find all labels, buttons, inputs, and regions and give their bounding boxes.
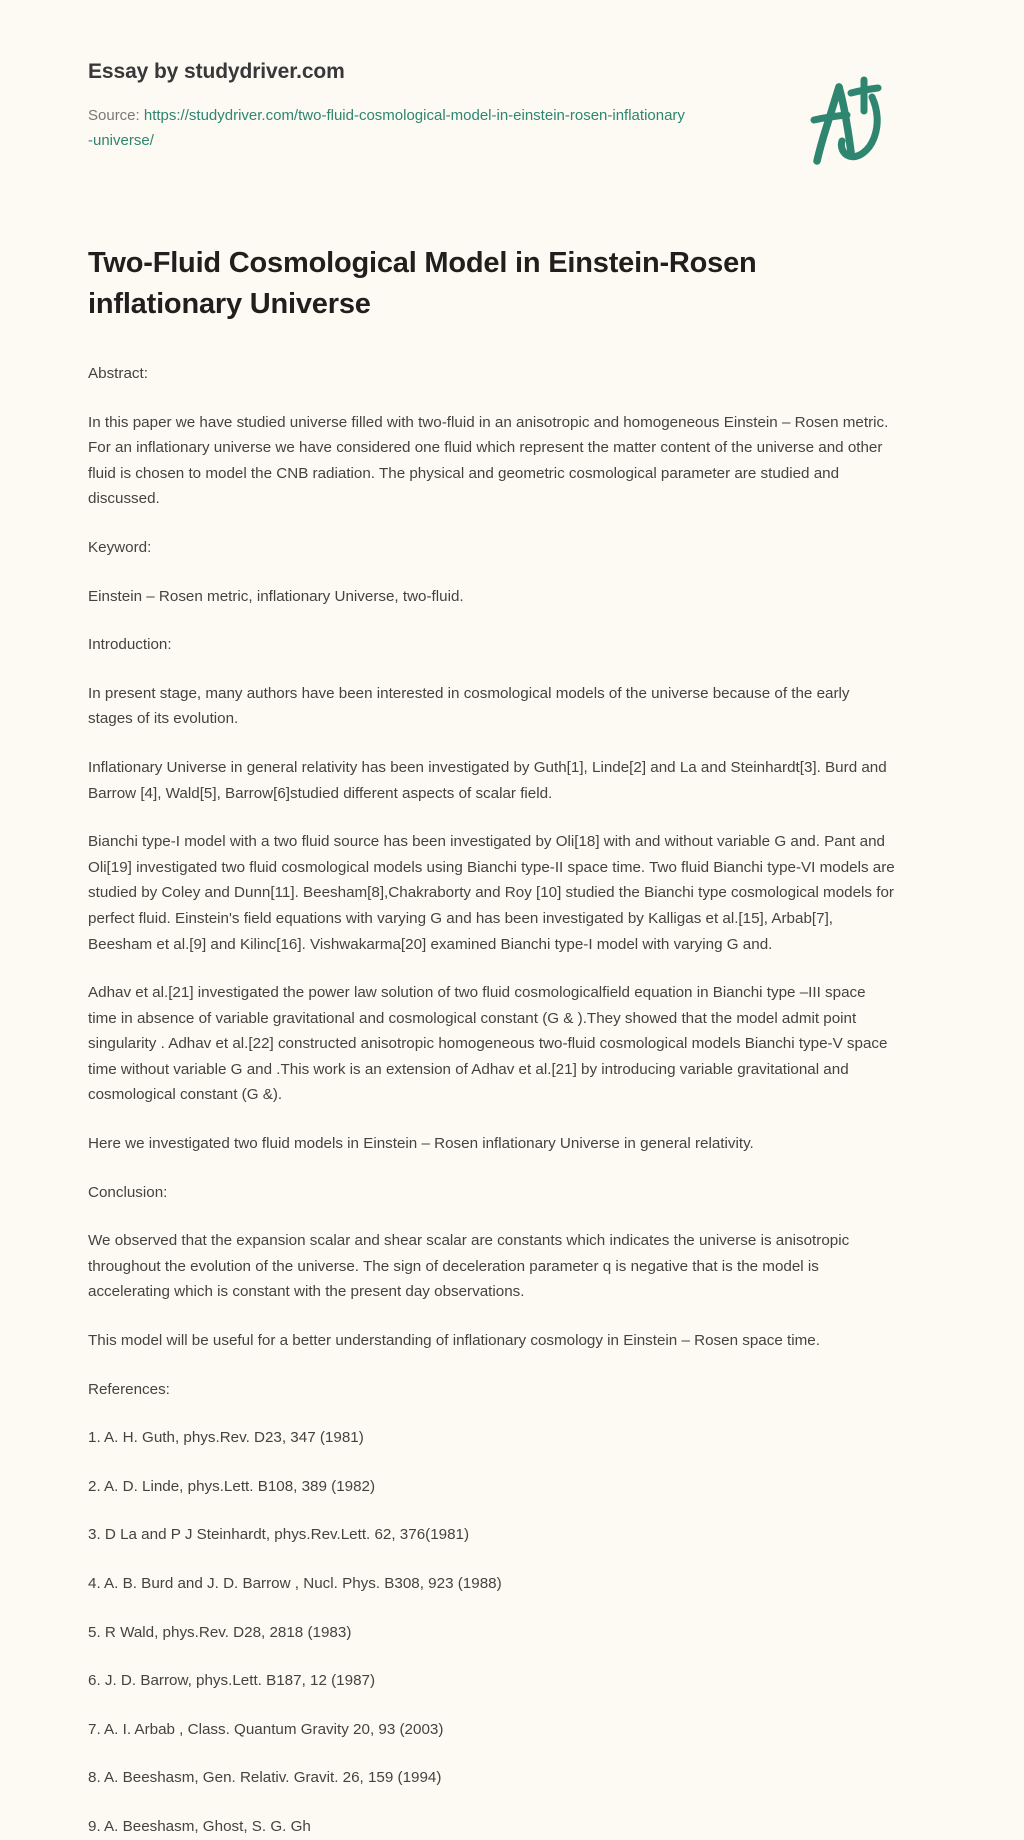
- source-line: [88, 103, 688, 153]
- list-item: 8. A. Beeshasm, Gen. Relativ. Gravit. 26, 159 (1994): [88, 1769, 442, 1787]
- list-item: 3. D La and P J Steinhardt, phys.Rev.Lett. 62, 376(1981): [88, 1526, 470, 1544]
- intro-paragraph-2: Inflationary Universe in general relativity has been investigated by Guth[1], Linde[2] and La and Steinhardt[3]. Burd and Barrow [4], Wald[5], Barrow[6]studied different aspects of scalar field.: [88, 758, 887, 802]
- article-body: [88, 243, 898, 1840]
- list-item: 6. J. D. Barrow, phys.Lett. B187, 12 (1987): [88, 1672, 376, 1690]
- list-item: 1. A. H. Guth, phys.Rev. D23, 347 (1981): [88, 1429, 364, 1447]
- references-list: [88, 1425, 898, 1839]
- intro-paragraph-4: Adhav et al.[21] investigated the power law solution of two fluid cosmologicalfield equation in Bianchi type –III space time in absence of variable gravitational and cosmological constant (G & ).They showed that the model admit point singularity . Adhav et al.[22] constructed anisotropic homogeneous two-fluid cosmological models Bianchi type-V space time without variable G and .This work is an extension of Adhav et al.[21] by introducing variable gravitational and cosmological constant (G &).: [88, 984, 888, 1104]
- conclusion-heading: Conclusion:: [88, 1183, 168, 1201]
- abstract-text: In this paper we have studied universe filled with two-fluid in an anisotropic and homogeneous Einstein – Rosen metric. For an inflationary universe we have considered one fluid which represent the matter content of the universe and other fluid is chosen to model the CNB radiation. The physical and geometric cosmological parameter are studied and discussed.: [88, 413, 889, 508]
- intro-paragraph-1: In present stage, many authors have been interested in cosmological models of the universe because of the early stages of its evolution.: [88, 684, 850, 728]
- conclusion-paragraph-1: We observed that the expansion scalar and shear scalar are constants which indicates the universe is anisotropic throughout the evolution of the universe. The sign of deceleration parameter q is negative that is the model is accelerating which is constant with the present day observations.: [88, 1232, 850, 1301]
- page-header: [0, 0, 1024, 210]
- conclusion-paragraph-2: This model will be useful for a better understanding of inflationary cosmology in Einstein – Rosen space time.: [88, 1332, 820, 1350]
- studydriver-aplus-logo: [773, 62, 893, 182]
- intro-paragraph-5: Here we investigated two fluid models in Einstein – Rosen inflationary Universe in general relativity.: [88, 1135, 754, 1153]
- source-label: Source:: [88, 107, 144, 124]
- list-item: 2. A. D. Linde, phys.Lett. B108, 389 (1982): [88, 1477, 376, 1495]
- list-item: 5. R Wald, phys.Rev. D28, 2818 (1983): [88, 1623, 352, 1641]
- keyword-heading: Keyword:: [88, 538, 152, 556]
- brand-title: Essay by studydriver.com: [88, 60, 345, 83]
- abstract-heading: Abstract:: [88, 365, 148, 382]
- references-heading: References:: [88, 1380, 170, 1398]
- introduction-heading: Introduction:: [88, 636, 172, 654]
- keyword-text: Einstein – Rosen metric, inflationary Universe, two-fluid.: [88, 587, 464, 605]
- list-item: 4. A. B. Burd and J. D. Barrow , Nucl. Phys. B308, 923 (1988): [88, 1575, 502, 1592]
- intro-paragraph-3: Bianchi type-I model with a two fluid source has been investigated by Oli[18] with and without variable G and. Pant and Oli[19] investigated two fluid cosmological models using Bianchi type-II space time. Two fluid Bianchi type-VI models are studied by Coley and Dunn[11]. Beesham[8],Chakraborty and Roy [10] studied the Bianchi type cosmological models for perfect fluid. Einstein's field equations with varying G and has been investigated by Kalligas et al.[15], Arbab[7], Beesham et al.[9] and Kilinc[16]. Vishwakarma[20] examined Bianchi type-I model with varying G and.: [88, 833, 895, 953]
- source-url-link[interactable]: https://studydriver.com/two-fluid-cosmological-model-in-einstein-rosen-inflationary-universe/: [88, 107, 685, 149]
- page-title: Two-Fluid Cosmological Model in Einstein-Rosen inflationary Universe: [88, 247, 757, 320]
- list-item: 7. A. I. Arbab , Class. Quantum Gravity 20, 93 (2003): [88, 1720, 444, 1738]
- a-plus-icon: [773, 62, 893, 182]
- list-item: 9. A. Beeshasm, Ghost, S. G. Gh: [88, 1817, 311, 1835]
